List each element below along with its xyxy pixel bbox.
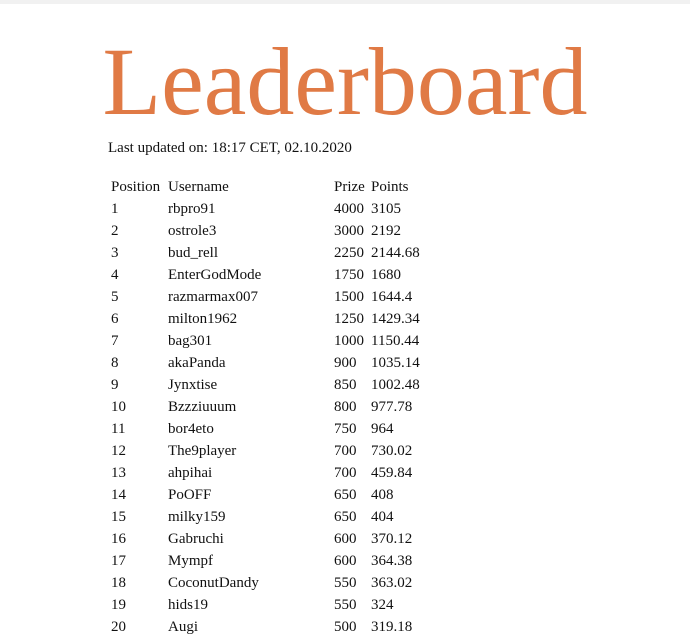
table-row bbox=[109, 308, 433, 330]
cell-position: 16 bbox=[111, 531, 126, 547]
cell-points: 363.02 bbox=[371, 575, 413, 591]
cell-username: milky159 bbox=[168, 509, 226, 525]
cell-username: akaPanda bbox=[168, 355, 226, 371]
cell-position: 10 bbox=[111, 399, 126, 415]
cell-prize: 750 bbox=[334, 421, 357, 437]
cell-prize: 550 bbox=[334, 597, 357, 613]
leaderboard-table bbox=[109, 176, 433, 638]
cell-points: 370.12 bbox=[371, 531, 413, 547]
cell-position: 4 bbox=[111, 267, 119, 283]
cell-position: 2 bbox=[111, 223, 119, 239]
last-updated-text: Last updated on: 18:17 CET, 02.10.2020 bbox=[108, 140, 352, 156]
cell-points: 1150.44 bbox=[371, 333, 420, 349]
cell-username: milton1962 bbox=[168, 311, 238, 327]
table-row bbox=[109, 594, 433, 616]
cell-points: 319.18 bbox=[371, 619, 413, 635]
cell-points: 1002.48 bbox=[371, 377, 420, 393]
cell-position: 1 bbox=[111, 201, 119, 217]
cell-username: Gabruchi bbox=[168, 531, 224, 547]
table-row bbox=[109, 374, 433, 396]
cell-position: 15 bbox=[111, 509, 126, 525]
cell-username: bag301 bbox=[168, 333, 213, 349]
cell-points: 3105 bbox=[371, 201, 401, 217]
cell-position: 9 bbox=[111, 377, 119, 393]
cell-position: 5 bbox=[111, 289, 119, 305]
cell-prize: 800 bbox=[334, 399, 357, 415]
cell-position: 3 bbox=[111, 245, 119, 261]
table-row bbox=[109, 220, 433, 242]
cell-position: 12 bbox=[111, 443, 126, 459]
cell-position: 6 bbox=[111, 311, 119, 327]
cell-prize: 600 bbox=[334, 531, 357, 547]
cell-username: rbpro91 bbox=[168, 201, 216, 217]
cell-position: 14 bbox=[111, 487, 126, 503]
cell-prize: 500 bbox=[334, 619, 357, 635]
cell-username: bor4eto bbox=[168, 421, 214, 437]
cell-prize: 1500 bbox=[334, 289, 364, 305]
cell-username: bud_rell bbox=[168, 245, 218, 261]
cell-position: 13 bbox=[111, 465, 126, 481]
cell-prize: 1750 bbox=[334, 267, 364, 283]
cell-position: 20 bbox=[111, 619, 126, 635]
cell-points: 459.84 bbox=[371, 465, 413, 481]
cell-username: EnterGodMode bbox=[168, 267, 262, 283]
cell-points: 977.78 bbox=[371, 399, 413, 415]
cell-points: 1429.34 bbox=[371, 311, 420, 327]
cell-username: CoconutDandy bbox=[168, 575, 259, 591]
cell-prize: 700 bbox=[334, 443, 357, 459]
cell-prize: 600 bbox=[334, 553, 357, 569]
table-row bbox=[109, 440, 433, 462]
cell-points: 404 bbox=[371, 509, 394, 525]
table-row bbox=[109, 506, 433, 528]
cell-prize: 850 bbox=[334, 377, 357, 393]
cell-position: 18 bbox=[111, 575, 126, 591]
table-row bbox=[109, 352, 433, 374]
cell-prize: 1250 bbox=[334, 311, 364, 327]
header-points: Points bbox=[371, 179, 409, 195]
table-row bbox=[109, 396, 433, 418]
table-row bbox=[109, 286, 433, 308]
cell-username: Jynxtise bbox=[168, 377, 218, 393]
cell-points: 2192 bbox=[371, 223, 401, 239]
page-title: Leaderboard bbox=[102, 28, 588, 135]
cell-position: 17 bbox=[111, 553, 126, 569]
cell-points: 2144.68 bbox=[371, 245, 420, 261]
cell-points: 324 bbox=[371, 597, 394, 613]
cell-username: ahpihai bbox=[168, 465, 213, 481]
cell-position: 11 bbox=[111, 421, 126, 437]
cell-points: 1680 bbox=[371, 267, 401, 283]
header-username: Username bbox=[168, 179, 229, 195]
cell-prize: 3000 bbox=[334, 223, 364, 239]
table-row bbox=[109, 264, 433, 286]
cell-points: 364.38 bbox=[371, 553, 413, 569]
table-row bbox=[109, 462, 433, 484]
cell-username: PoOFF bbox=[168, 487, 212, 503]
cell-prize: 550 bbox=[334, 575, 357, 591]
cell-prize: 2250 bbox=[334, 245, 364, 261]
cell-username: ostrole3 bbox=[168, 223, 217, 239]
cell-points: 1035.14 bbox=[371, 355, 420, 371]
table-row bbox=[109, 528, 433, 550]
table-row bbox=[109, 198, 433, 220]
table-row bbox=[109, 550, 433, 572]
table-row bbox=[109, 572, 433, 594]
cell-prize: 650 bbox=[334, 487, 357, 503]
cell-position: 19 bbox=[111, 597, 126, 613]
cell-position: 7 bbox=[111, 333, 119, 349]
cell-points: 1644.4 bbox=[371, 289, 413, 305]
cell-prize: 650 bbox=[334, 509, 357, 525]
cell-points: 964 bbox=[371, 421, 394, 437]
cell-username: razmarmax007 bbox=[168, 289, 258, 305]
table-row bbox=[109, 418, 433, 440]
top-strip bbox=[0, 0, 690, 4]
cell-points: 730.02 bbox=[371, 443, 413, 459]
header-position: Position bbox=[111, 179, 161, 195]
cell-prize: 900 bbox=[334, 355, 357, 371]
table-row bbox=[109, 616, 433, 638]
leaderboard-body bbox=[109, 198, 433, 638]
cell-username: Bzzziuuum bbox=[168, 399, 237, 415]
cell-position: 8 bbox=[111, 355, 119, 371]
table-row bbox=[109, 484, 433, 506]
cell-prize: 4000 bbox=[334, 201, 364, 217]
cell-username: Mympf bbox=[168, 553, 213, 569]
cell-points: 408 bbox=[371, 487, 394, 503]
table-header-row bbox=[109, 176, 433, 198]
cell-prize: 700 bbox=[334, 465, 357, 481]
cell-username: The9player bbox=[168, 443, 237, 459]
cell-username: hids19 bbox=[168, 597, 209, 613]
cell-username: Augi bbox=[168, 619, 198, 635]
header-prize: Prize bbox=[334, 179, 365, 195]
cell-prize: 1000 bbox=[334, 333, 364, 349]
table-row bbox=[109, 242, 433, 264]
table-row bbox=[109, 330, 433, 352]
